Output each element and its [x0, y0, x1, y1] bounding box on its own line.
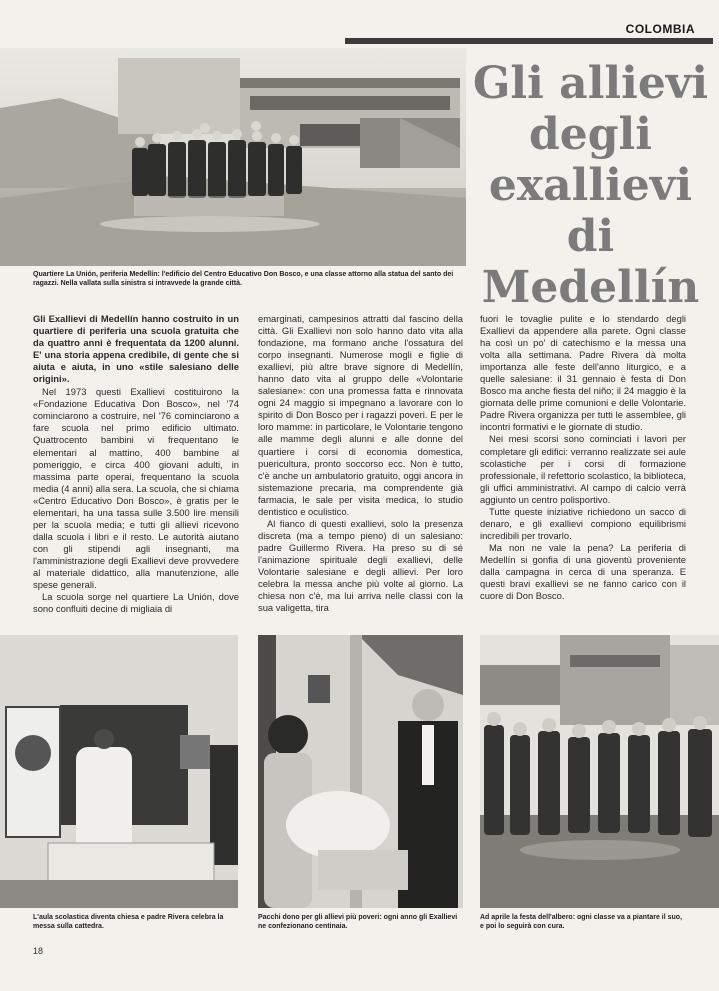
article-paragraph: La scuola sorge nel quartiere La Unión, dove sono confluiti decine di migliaia di — [33, 591, 239, 615]
article-paragraph: fuori le tovaglie pulite e lo stendardo degli Exallievi da appendere alla parete. Ogni classe ha così un po' di catechismo e la messa una volta alla settimana. Padre Rivera dà molta importanza alle feste dell'anno liturgico, e a quelle salesiane: il 31 gennaio è festa di Don Bosco ma anche fiesta del niño; il 24 maggio è la giornata delle prime comunioni e delle Volontarie. Padre Rivera organizza per tutti le assemblee, gli incontri formativi e le giornate di studio. — [480, 313, 686, 433]
headline-line: degli — [529, 109, 652, 160]
article-paragraph: emarginati, campesinos attratti dal fascino della città. Gli Exallievi non solo hanno dato vita alla fondazione, ma formano anche l'ossatura del corpo insegnanti. Numerose mogli e figlie di exallievi, più altre brave signore di Medellín, hanno dato vita al gruppo delle «Volontarie salesiane»: con una promessa fatta e rinnovata ogni 24 maggio si impegnano a lavorare con lo spirito di Don Bosco per i ragazzi poveri. E per le loro mamme: in particolare, le Volontarie tengono alle mamme degli alunni e alle donne del quartiere i corsi di economia domestica, puericultura, pronto soccorso ecc. Non è tutto, c'è anche un ambulatorio gratuito, oggi ancora in sistemazione precaria, ma comprendente già farmacia, le sale per visita medica, lo studio dentistico e oculistico. — [258, 313, 463, 517]
photo-caption: Quartiere La Unión, periferia Medellín: l'edificio del Centro Educativo Don Bosco, e una classe attorno alla statua del santo dei ragazzi. Nella vallata sulla sinistra si intravvede la grande città. — [33, 271, 454, 287]
article-paragraph: Nel 1973 questi Exallievi costituirono la «Fondazione Educativa Don Bosco», nel '74 cominciarono a costruire, nel '76 cominciarono a fare scuola nel primo edificio ultimato. Quattrocento bambini vi frequentano le elementari al mattino, 400 bambine al pomeriggio, e circa 400 giovani adulti, in massima parte operai, frequentano la scuola media (4 anni) alla sera. La scuola, che si chiama «Centro Educativo Don Bosco», è gratis per le elementari, ha una tassa sulle 3.500 lire mensili per la scuola media; e tutti gli allievi ricevono dalla scuola i libri e il resto. Le autorità aiutano con gli stipendi agli insegnanti, ma l'amministrazione degli Exallievi deve provvedere al materiale didattico, alla manutenzione, alle spese generali. — [33, 386, 239, 591]
article-lead: Gli Exallievi di Medellín hanno costruito in un quartiere di periferia una scuola gratuita che da quattro anni è frequentata da 1200 alunni. E' una storia appena credibile, di gente che si aiuta e aiuta, in uno «stile salesiano delle origini». — [33, 313, 239, 385]
headline-line: Medellín — [481, 262, 700, 313]
photo-caption: L'aula scolastica diventa chiesa e padre Rivera celebra la messa sulla cattedra. — [33, 914, 224, 930]
photo-gift-packages — [258, 635, 463, 908]
article-paragraph: Al fianco di questi exallievi, solo la presenza discreta (ma a tempo pieno) di un salesiano: padre Guillermo Rivera. Ha preso su di sé l'animazione spirituale degli exallievi, delle Volontarie salesiane e degli allievi. Per loro celebra la messa anche più volte al giorno. La chiesa non c'è, ma lui arriva nelle classi con la sua valigetta, tira — [258, 517, 463, 614]
photo-caption: Ad aprile la festa dell'albero: ogni classe va a piantare il suo, e poi lo seguirà con cura. — [480, 914, 683, 930]
article-paragraph: Nei mesi scorsi sono cominciati i lavori per completare gli edifici: verranno realizzate sei aule scolastiche per i corsi di formazione professionale, il refettorio scolastico, la biblioteca, gli uffici amministrativi. Al campo di calcio verrà aggiunto un centro polisportivo. — [480, 433, 686, 505]
article-paragraph: Ma non ne vale la pena? La periferia di Medellín si gonfia di una gioventù proveniente dalla campagna in cerca di una speranza. E questi bravi exallievi se ne fanno carico con il cuore di Don Bosco. — [480, 541, 686, 602]
section-label: COLOMBIA — [625, 22, 695, 36]
page-number: 18 — [33, 946, 44, 956]
article-column-3 — [480, 313, 686, 602]
photo-classroom-mass-image — [0, 635, 238, 908]
headline-line: exallievi — [488, 160, 693, 211]
article-column-1 — [33, 313, 239, 615]
headline-line: Gli allievi — [472, 58, 709, 109]
header-rule — [345, 38, 713, 44]
photo-school-building — [0, 48, 466, 266]
photo-caption: Pacchi dono per gli allievi più poveri: ogni anno gli Exallievi ne confezionano centinaia. — [258, 914, 458, 930]
article-column-2 — [258, 313, 463, 614]
photo-classroom-mass — [0, 635, 238, 908]
article-paragraph: Tutte queste iniziative richiedono un sacco di denaro, e gli exallievi compiono equilibrismi incredibili per trovarlo. — [480, 505, 686, 541]
photo-school-building-image — [0, 48, 466, 266]
photo-tree-festival-image — [480, 635, 719, 908]
headline-line: di — [566, 211, 615, 262]
photo-gift-packages-image — [258, 635, 463, 908]
headline — [468, 58, 713, 313]
photo-tree-festival — [480, 635, 719, 908]
